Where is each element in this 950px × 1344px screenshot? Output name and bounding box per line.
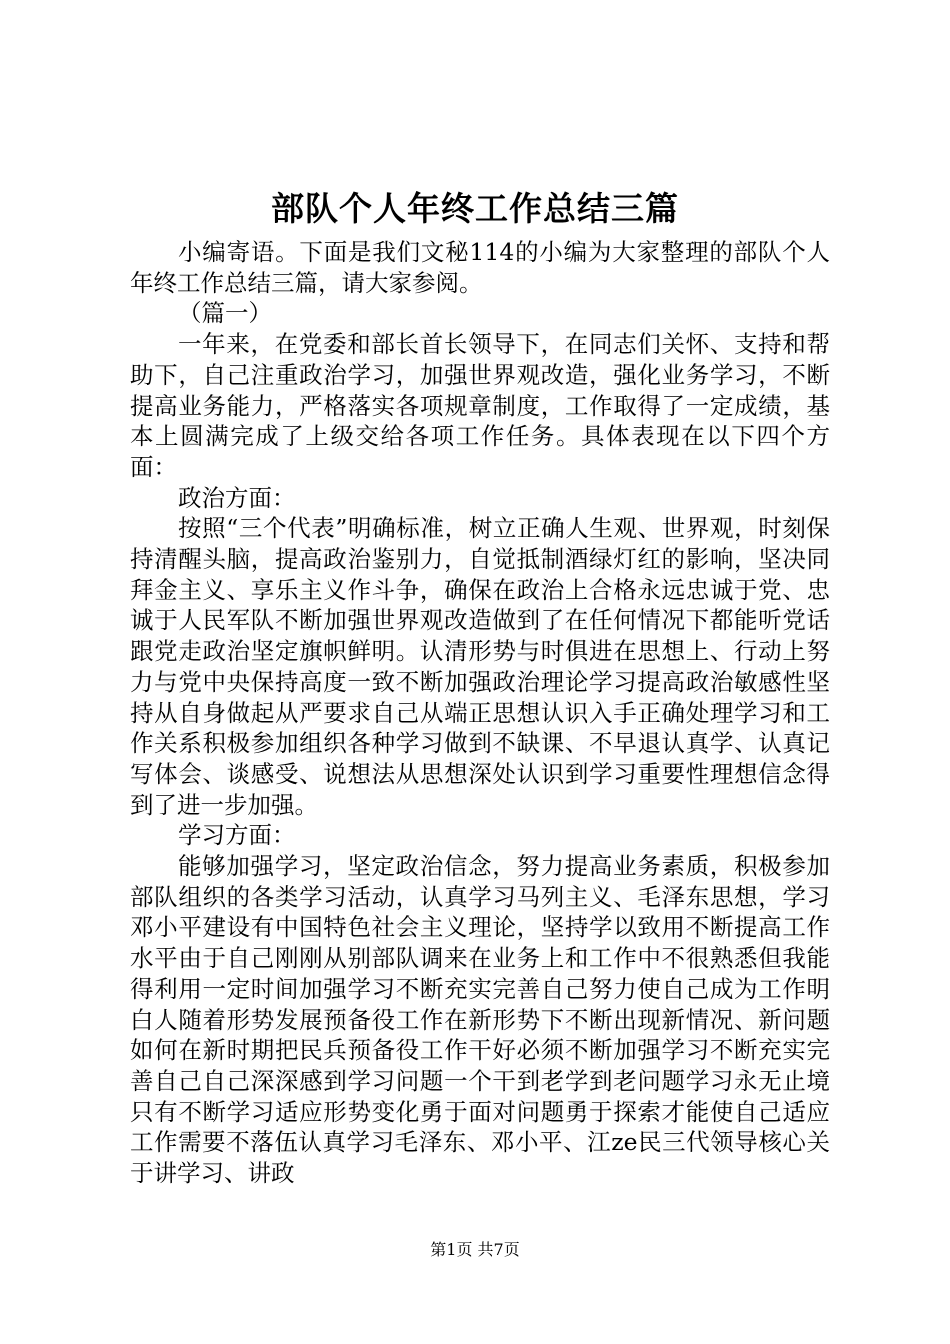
paragraph-overview: 一年来，在党委和部长首长领导下，在同志们关怀、支持和帮助下，自己注重政治学习，加强世界观改造，强化业务学习，不断提高业务能力，严格落实各项规章制度，工作取得了一定成绩，基本上圆满完成了上级交给各项工作任务。具体表现在以下四个方面： [130, 330, 830, 481]
paragraph-study: 能够加强学习，坚定政治信念，努力提高业务素质，积极参加部队组织的各类学习活动，认真学习马列主义、毛泽东思想，学习邓小平建设有中国特色社会主义理论，坚持学以致用不断提高工作水平由于自己刚刚从别部队调来在业务上和工作中不很熟悉但我能得利用一定时间加强学习不断充实完善自己努力使自己成为工作明白人随着形势发展预备役工作在新形势下不断出现新情况、新问题如何在新时期把民兵预备役工作干好必须不断加强学习不断充实完善自己自己深深感到学习问题一个干到老学到老问题学习永无止境只有不断学习适应形势变化勇于面对问题勇于探索才能使自己适应工作需要不落伍认真学习毛泽东、邓小平、江ze民三代领导核心关于讲学习、讲政 [130, 852, 830, 1188]
paragraph-heading-study: 学习方面： [178, 821, 296, 850]
document-title: 部队个人年终工作总结三篇 [271, 189, 679, 228]
paragraph-section-label: （篇一） [178, 299, 272, 328]
paragraph-intro: 小编寄语。下面是我们文秘114的小编为大家整理的部队个人年终工作总结三篇，请大家参阅。 [130, 238, 830, 297]
paragraph-heading-politics: 政治方面： [178, 483, 296, 512]
document-body [130, 237, 830, 1189]
paragraph-politics: 按照“三个代表”明确标准，树立正确人生观、世界观，时刻保持清醒头脑，提高政治鉴别力，自觉抵制酒绿灯红的影响，坚决同拜金主义、享乐主义作斗争，确保在政治上合格永远忠诚于党、忠诚于人民军队不断加强世界观改造做到了在任何情况下都能听党话跟党走政治坚定旗帜鲜明。认清形势与时俱进在思想上、行动上努力与党中央保持高度一致不断加强政治理论学习提高政治敏感性坚持从自身做起从严要求自己从端正思想认识入手正确处理学习和工作关系积极参加组织各种学习做到不缺课、不早退认真学、认真记写体会、谈感受、说想法从思想深处认识到学习重要性理想信念得到了进一步加强。 [130, 514, 830, 819]
page-number-footer: 第1页 共7页 [430, 1240, 520, 1259]
